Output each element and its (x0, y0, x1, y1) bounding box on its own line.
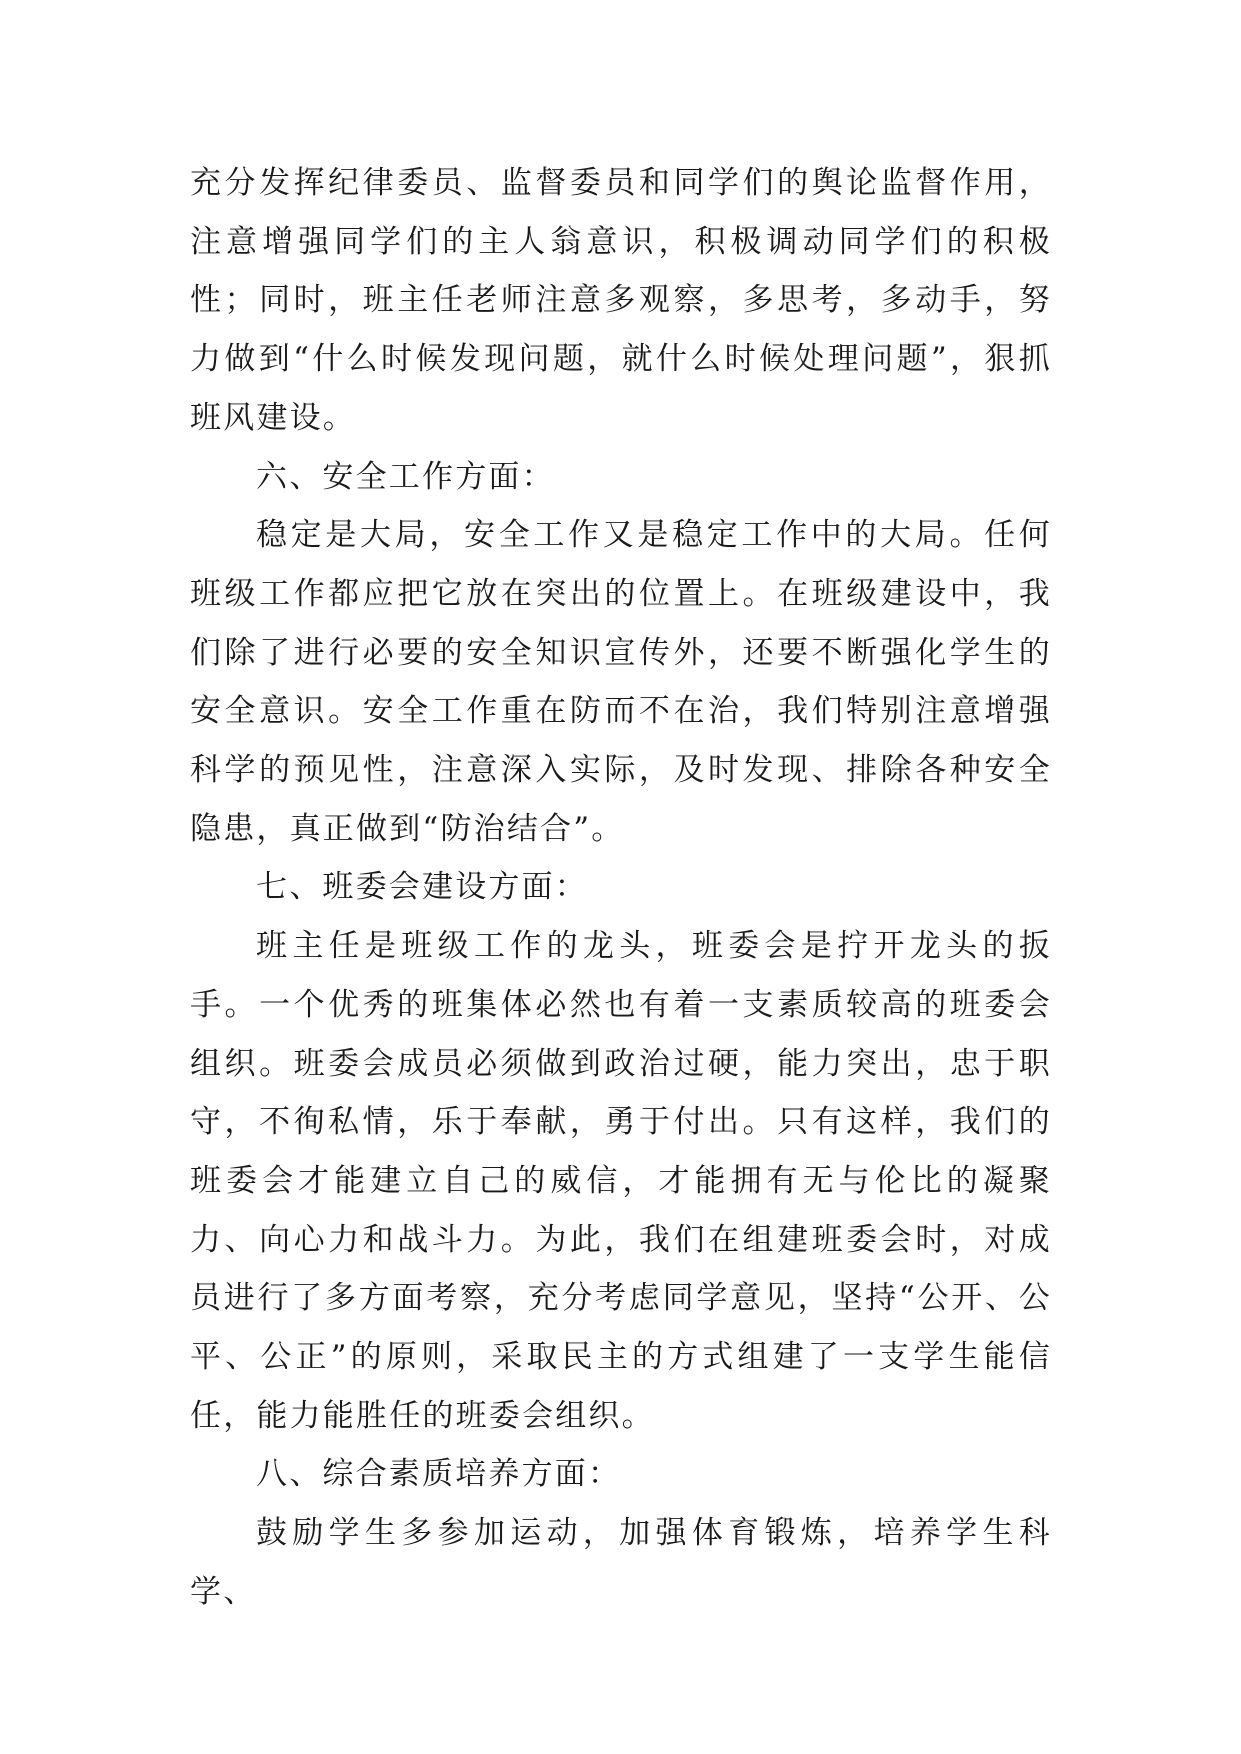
heading-safety-work: 六、安全工作方面： (256, 458, 555, 495)
heading-class-committee: 七、班委会建设方面： (256, 869, 588, 906)
paragraph-class-committee: 班主任是班级工作的龙头，班委会是拧开龙头的扳手。一个优秀的班集体必然也有着一支素质较高的班委会组织。班委会成员必须做到政治过硬，能力突出，忠于职守，不徇私情，乐于奉献，勇于付出。只有这样，我们的班委会才能建立自己的威信，才能拥有无与伦比的凝聚力、向心力和战斗力。为此，我们在组建班委会时，对成员进行了多方面考察，充分考虑同学意见，坚持“公开、公平、公正”的原则，采取民主的方式组建了一支学生能信任，能力能胜任的班委会组织。 (190, 928, 1052, 1434)
paragraph-class-discipline-continued: 充分发挥纪律委员、监督委员和同学们的舆论监督作用，注意增强同学们的主人翁意识，积极调动同学们的积极性；同时，班主任老师注意多观察，多思考，多动手，努力做到“什么时候发现问题，就什么时候处理问题”，狠抓班风建设。 (190, 165, 1052, 436)
paragraph-safety-work: 稳定是大局，安全工作又是稳定工作中的大局。任何班级工作都应把它放在突出的位置上。在班级建设中，我们除了进行必要的安全知识宣传外，还要不断强化学生的安全意识。安全工作重在防而不在治，我们特别注意增强科学的预见性，注意深入实际，及时发现、排除各种安全隐患，真正做到“防治结合”。 (190, 517, 1052, 847)
paragraph-comprehensive-quality: 鼓励学生多参加运动，加强体育锻炼，培养学生科学、 (190, 1515, 1052, 1610)
document-body (190, 154, 1052, 1622)
heading-comprehensive-quality: 八、综合素质培养方面： (256, 1456, 622, 1493)
